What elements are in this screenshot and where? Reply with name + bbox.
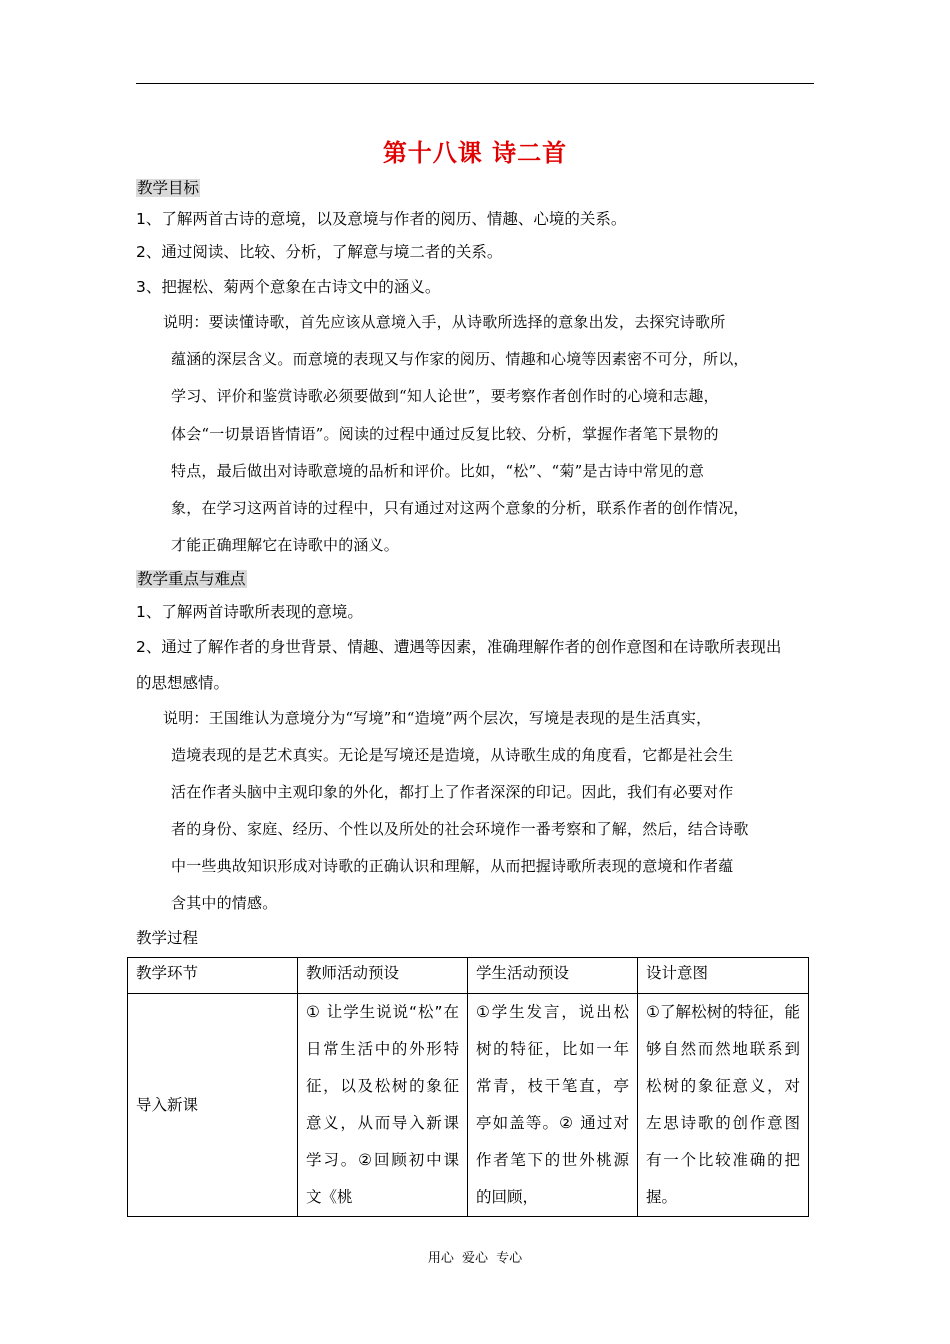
section-heading-goals: 教学目标 — [137, 179, 200, 197]
goals-note-line: 学习、评价和鉴赏诗歌必须要做到“知人论世”，要考察作者创作时的心境和志趣， — [171, 387, 719, 405]
goals-note-line: 蕴涵的深层含义。而意境的表现又与作家的阅历、情趣和心境等因素密不可分，所以， — [171, 350, 749, 368]
table-header-row — [128, 958, 809, 994]
table-cell-student — [468, 994, 638, 1217]
goal-item: 2、通过阅读、比较、分析，了解意与境二者的关系。 — [136, 243, 503, 261]
key-item: 2、通过了解作者的身世背景、情趣、遭遇等因素，准确理解作者的创作意图和在诗歌所表现出 — [136, 638, 782, 656]
keys-note-line: 中一些典故知识形成对诗歌的正确认识和理解，从而把握诗歌所表现的意境和作者蕴 — [171, 857, 734, 875]
keys-note-line: 说明：王国维认为意境分为“写境”和“造境”两个层次，写境是表现的是生活真实， — [163, 709, 712, 727]
section-heading-keys: 教学重点与难点 — [137, 570, 246, 588]
keys-note-line: 活在作者头脑中主观印象的外化，都打上了作者深深的印记。因此，我们有必要对作 — [171, 783, 734, 801]
table-header-cell: 学生活动预设 — [468, 958, 638, 994]
key-item: 的思想感情。 — [136, 674, 230, 692]
table-header-cell: 教学环节 — [128, 958, 298, 994]
goal-item: 1、了解两首古诗的意境，以及意境与作者的阅历、情趣、心境的关系。 — [136, 210, 627, 228]
keys-note-line: 者的身份、家庭、经历、个性以及所处的社会环境作一番考察和了解，然后，结合诗歌 — [171, 820, 749, 838]
table-cell-intent — [638, 994, 809, 1217]
goals-note-line: 体会“一切景语皆情语”。阅读的过程中通过反复比较、分析，掌握作者笔下景物的 — [171, 425, 719, 443]
section-heading-process: 教学过程 — [136, 929, 199, 947]
goals-heading-block — [136, 177, 200, 199]
keys-note-line: 含其中的情感。 — [171, 894, 278, 912]
table-cell-stage: 导入新课 — [128, 994, 298, 1217]
goals-note-line: 象，在学习这两首诗的过程中，只有通过对这两个意象的分析，联系作者的创作情况， — [171, 499, 749, 517]
design-intent-text: ①了解松树的特征，能够自然而然地联系到松树的象征意义，对左思诗歌的创作意图有一个比较准确的把握。 — [646, 1003, 800, 1206]
goals-note-line: 特点，最后做出对诗歌意境的品析和评价。比如，“松”、“菊”是古诗中常见的意 — [171, 462, 705, 480]
goals-note-line: 说明：要读懂诗歌，首先应该从意境入手，从诗歌所选择的意象出发，去探究诗歌所 — [163, 313, 726, 331]
header-rule — [136, 83, 814, 84]
teacher-activity-text: ① 让学生说说“松”在日常生活中的外形特征，以及松树的象征意义，从而导入新课学习。②回顾初中课文《桃 — [306, 1003, 459, 1206]
table-cell-teacher — [298, 994, 468, 1217]
page-footer: 用心 爱心 专心 — [427, 1251, 523, 1266]
goal-item: 3、把握松、菊两个意象在古诗文中的涵义。 — [136, 278, 441, 296]
table-row — [128, 994, 809, 1217]
table-header-cell: 教师活动预设 — [298, 958, 468, 994]
keys-heading-block — [136, 568, 247, 590]
page-title: 第十八课 诗二首 — [382, 139, 568, 167]
table-header-cell: 设计意图 — [638, 958, 809, 994]
process-table — [127, 957, 809, 1217]
student-activity-text: ①学生发言，说出松树的特征，比如一年常青，枝干笔直，亭亭如盖等。② 通过对作者笔下的世外桃源的回顾， — [476, 1003, 629, 1206]
keys-note-line: 造境表现的是艺术真实。无论是写境还是造境，从诗歌生成的角度看，它都是社会生 — [171, 746, 734, 764]
key-item: 1、了解两首诗歌所表现的意境。 — [136, 603, 363, 621]
goals-note-line: 才能正确理解它在诗歌中的涵义。 — [171, 536, 400, 554]
